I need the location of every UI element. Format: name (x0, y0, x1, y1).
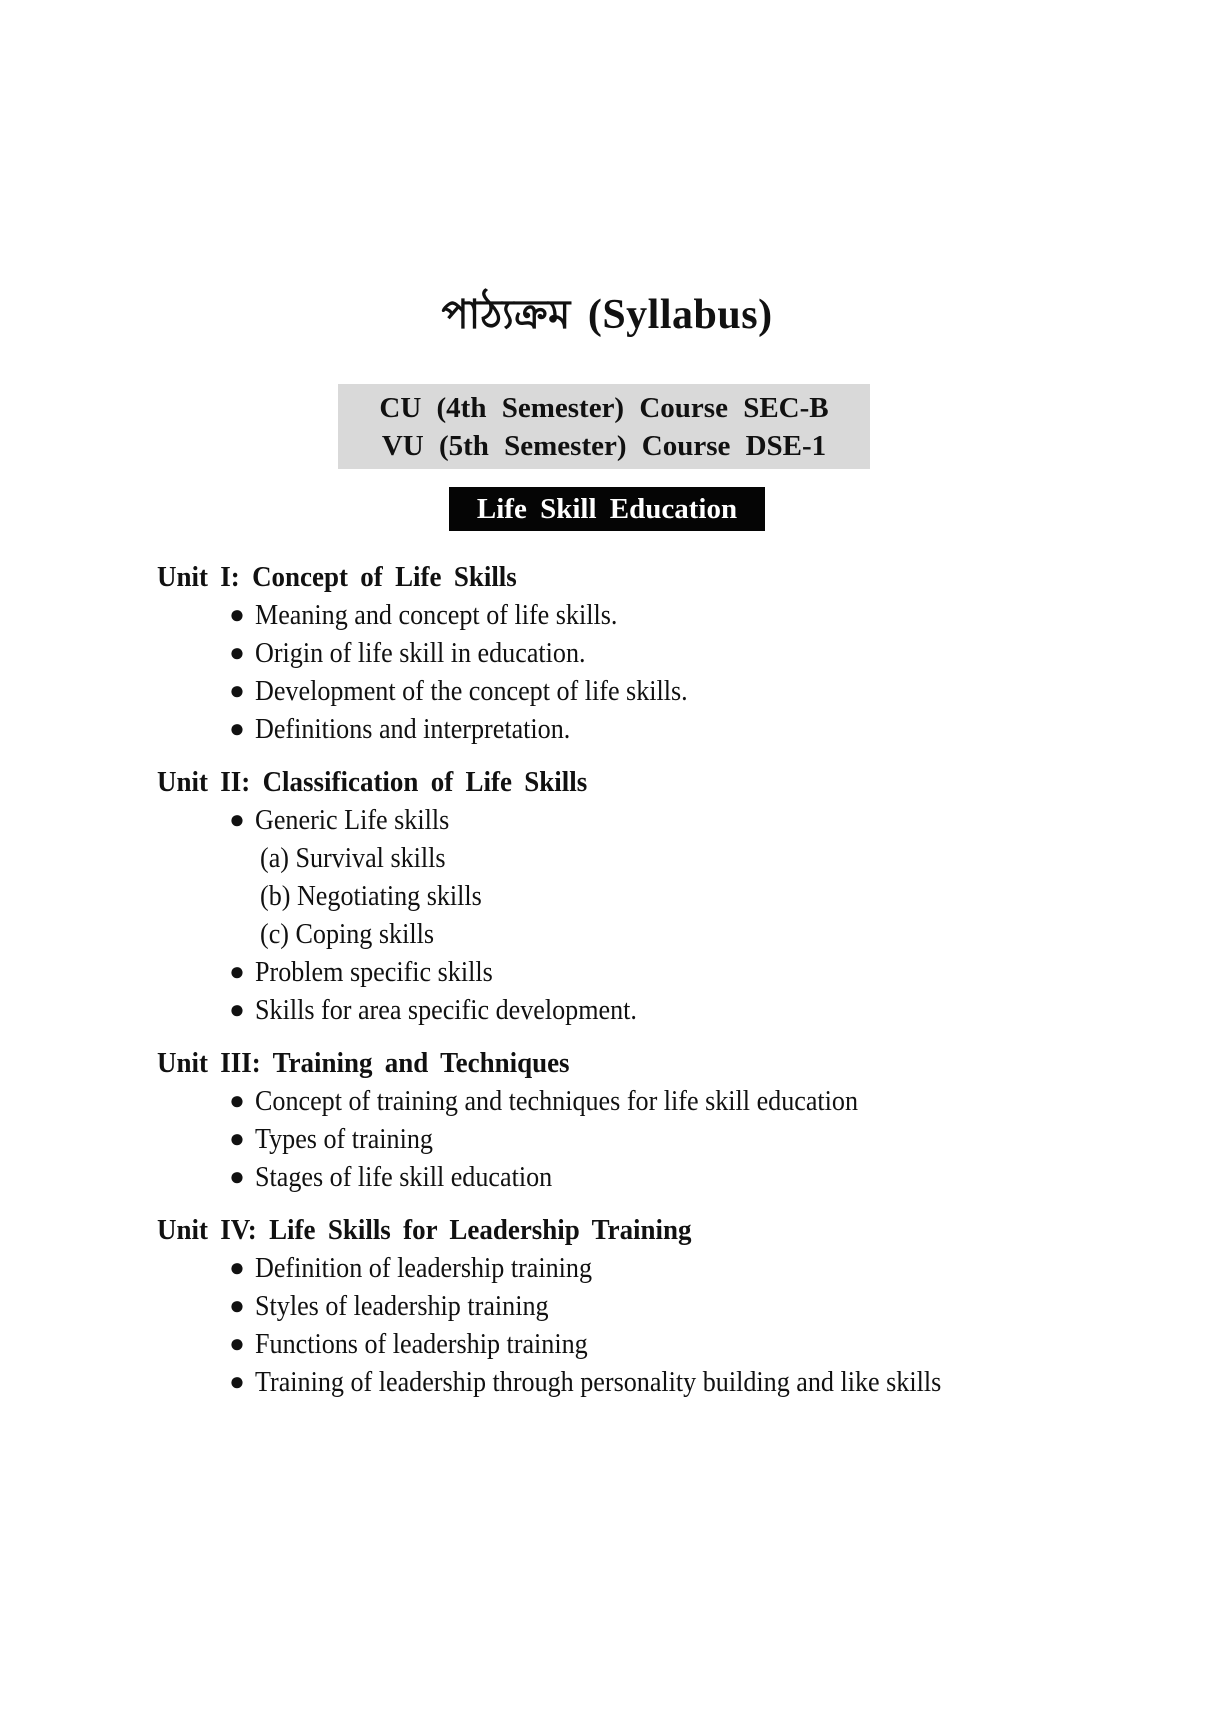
bullet-icon: ● (229, 676, 245, 705)
page-title-english: (Syllabus) (587, 292, 773, 338)
list-item (157, 1120, 1157, 1158)
list-item-text: Meaning and concept of life skills. (255, 599, 618, 631)
list-item (157, 710, 1157, 748)
course-info-box (338, 384, 870, 469)
list-item (157, 1249, 1157, 1287)
list-item (157, 1325, 1157, 1363)
bullet-icon: ● (229, 957, 245, 986)
list-item-text: Generic Life skills (255, 804, 450, 836)
bullet-icon: ● (229, 1367, 245, 1396)
unit-topic-list (157, 801, 1157, 1029)
list-item-text: Definition of leadership training (255, 1252, 593, 1284)
bullet-icon: ● (229, 1329, 245, 1358)
syllabus-units (157, 558, 1157, 1401)
unit-heading: Unit IV: Life Skills for Leadership Training (157, 1214, 692, 1246)
bullet-icon: ● (229, 995, 245, 1024)
list-item-text: Functions of leadership training (255, 1328, 588, 1360)
list-item (157, 1363, 1157, 1401)
unit-topic-list (157, 1249, 1157, 1401)
sub-list-item-text: (a) Survival skills (260, 842, 446, 874)
list-item-text: Concept of training and techniques for life skill education (255, 1085, 859, 1117)
bullet-icon: ● (229, 1162, 245, 1191)
unit-4 (157, 1211, 1157, 1401)
list-item-text: Problem specific skills (255, 956, 493, 988)
list-item (157, 1287, 1157, 1325)
page-title-bengali: পাঠ্যক্রম (441, 292, 571, 338)
sub-list-item (157, 915, 1157, 953)
bullet-icon: ● (229, 600, 245, 629)
list-item (157, 991, 1157, 1029)
list-item-text: Stages of life skill education (255, 1161, 553, 1193)
unit-heading: Unit III: Training and Techniques (157, 1047, 570, 1079)
bullet-icon: ● (229, 1124, 245, 1153)
bullet-icon: ● (229, 638, 245, 667)
list-item (157, 1158, 1157, 1196)
list-item-text: Skills for area specific development. (255, 994, 637, 1026)
list-item-text: Training of leadership through personality building and like skills (255, 1366, 942, 1398)
list-item (157, 596, 1157, 634)
sub-list-item (157, 839, 1157, 877)
list-item-text: Types of training (255, 1123, 433, 1155)
bullet-icon: ● (229, 1086, 245, 1115)
page-title (0, 280, 1214, 350)
sub-list-item (157, 877, 1157, 915)
list-item-text: Development of the concept of life skills. (255, 675, 688, 707)
list-item (157, 672, 1157, 710)
list-item (157, 801, 1157, 839)
sub-list-item-text: (c) Coping skills (260, 918, 435, 950)
unit-heading: Unit II: Classification of Life Skills (157, 766, 588, 798)
bullet-icon: ● (229, 805, 245, 834)
bullet-icon: ● (229, 714, 245, 743)
unit-2 (157, 763, 1157, 1029)
sub-list-item-text: (b) Negotiating skills (260, 880, 482, 912)
list-item-text: Styles of leadership training (255, 1290, 549, 1322)
subject-title-banner: Life Skill Education (449, 487, 765, 531)
course-line-vu: VU (5th Semester) Course DSE-1 (381, 430, 827, 462)
list-item (157, 634, 1157, 672)
list-item-text: Origin of life skill in education. (255, 637, 586, 669)
list-item (157, 1082, 1157, 1120)
unit-topic-list (157, 596, 1157, 748)
bullet-icon: ● (229, 1291, 245, 1320)
bullet-icon: ● (229, 1253, 245, 1282)
list-item-text: Definitions and interpretation. (255, 713, 571, 745)
unit-topic-list (157, 1082, 1157, 1196)
unit-3 (157, 1044, 1157, 1196)
course-line-cu: CU (4th Semester) Course SEC-B (379, 392, 829, 424)
list-item (157, 953, 1157, 991)
unit-1 (157, 558, 1157, 748)
unit-heading: Unit I: Concept of Life Skills (157, 561, 517, 593)
